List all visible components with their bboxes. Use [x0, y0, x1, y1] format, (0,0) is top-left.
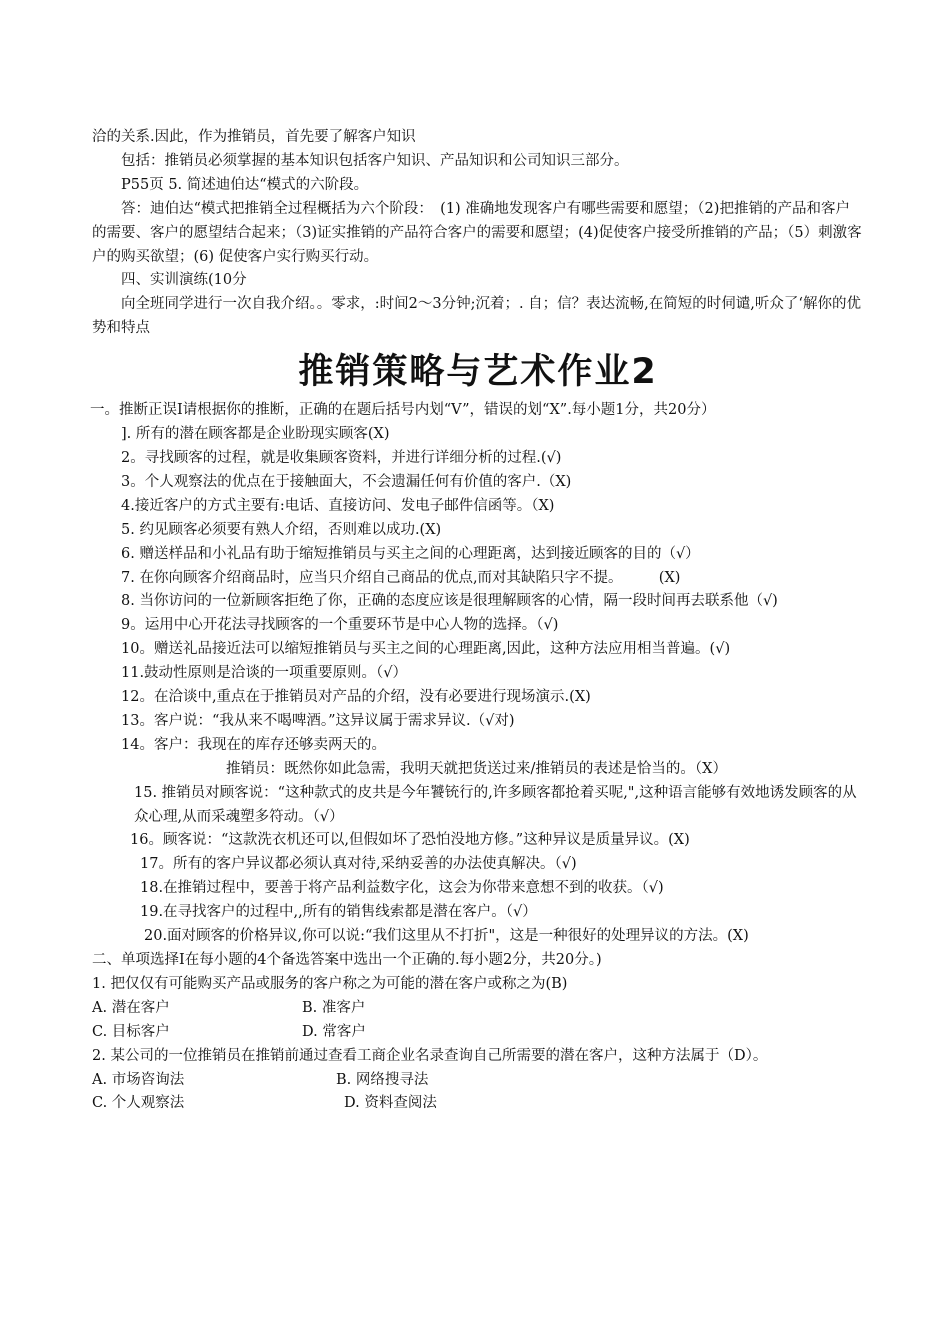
list-item: 3。个人观察法的优点在于接触面大，不会遗漏任何有价值的客户.（X) — [121, 473, 572, 490]
option-row — [92, 997, 864, 1021]
list-item: 13。客户说：“我从来不喝啤酒。”这异议属于需求异议.（√对) — [121, 712, 515, 729]
list-item: 9。运用中心开花法寻找顾客的一个重要环节是中心人物的选择。（√) — [121, 617, 559, 634]
list-item: 4.接近客户的方式主要有:电话、直接访问、发电子邮件信函等。（X) — [121, 497, 555, 514]
list-item: 8. 当你访问的一位新顾客拒绝了你，正确的态度应该是很理解顾客的心情，隔一段时间再去联系他（√) — [121, 593, 778, 610]
option-row — [92, 1069, 864, 1093]
list-item: 7. 在你向顾客介绍商品时，应当只介绍自己商品的优点,而对其缺陷只字不提。 (X) — [121, 569, 681, 586]
list-item: 18.在推销过程中，要善于将产品利益数字化，这会为你带来意想不到的收获。（√) — [140, 880, 664, 897]
answer-paragraph: 答：迪伯达“模式把推销全过程概括为六个阶段： (1) 准确地发现客户有哪些需要和愿望；（2)把推销的产品和客户的需要、客户的愿望结合起来；（3)证实推销的产品符合客户的需要和愿望；(4)促使客户接受所推销的产品；（5）刺激客户的购买欲望；(6) 促使客户实行购买行动。 — [92, 200, 862, 265]
list-item: 14。客户：我现在的库存还够卖两天的。 — [121, 736, 386, 753]
list-item: 11.鼓动性原则是洽谈的一项重要原则。（√） — [121, 665, 408, 682]
text-line: P55页 5. 简述迪伯达“模式的六阶段。 — [121, 176, 369, 193]
list-item: 10。赠送礼品接近法可以缩短推销员与买主之间的心理距离,因此，这种方法应用相当普遍。(√) — [121, 641, 731, 658]
option-b: B. 网络搜寻法 — [336, 1071, 429, 1088]
list-item: 2。寻找顾客的过程，就是收集顾客资料，并进行详细分析的过程.(√) — [121, 449, 562, 466]
section-heading: 四、实训演练(10分 — [121, 272, 247, 289]
text-line: 洽的关系.因此，作为推销员，首先要了解客户知识 — [92, 129, 416, 145]
option-c: C. 个人观察法 — [92, 1095, 185, 1112]
option-a: A. 市场咨询法 — [92, 1071, 185, 1088]
text-line: 包括：推销员必须掌握的基本知识包括客户知识、产品知识和公司知识三部分。 — [121, 152, 629, 169]
list-item: 12。在洽谈中,重点在于推销员对产品的介绍，没有必要进行现场演示.(X) — [121, 689, 591, 706]
option-c: C. 目标客户 — [92, 1023, 170, 1040]
list-item: 推销员：既然你如此急需，我明天就把货送过来/推销员的表述是恰当的。（X） — [226, 760, 727, 777]
document-page — [92, 126, 864, 1116]
option-d: D. 常客户 — [302, 1023, 366, 1040]
option-b: B. 准客户 — [302, 999, 366, 1016]
option-row — [92, 1021, 864, 1045]
question-text: 2. 某公司的一位推销员在推销前通过查看工商企业名录查询自己所需要的潜在客户，这种方法属于（D）。 — [92, 1047, 768, 1064]
list-item: 15. 推销员对顾客说：“这种款式的皮共是今年饕铳行的,许多顾客都抢着买呢,",这种语言能够有效地诱发顾客的从众心理,从而采魂塑多符动。（√） — [134, 784, 857, 825]
section-header: 一。推断正误I请根据你的推断，正确的在题后括号内划“V”，错误的划“X”.每小题1分，共20分） — [90, 402, 716, 419]
section-header: 二、单项选择I在每小题的4个备选答案中选出一个正确的.每小题2分，共20分。) — [92, 952, 602, 968]
list-item: 19.在寻找客户的过程中,,所有的销售线索都是潜在客户。（√） — [140, 904, 537, 921]
option-row — [92, 1092, 864, 1116]
page-title: 推销策略与艺术作业2 — [298, 352, 658, 393]
text-paragraph: 向全班同学进行一次自我介绍。。零求，:时间2〜3分钟;沉着；. 自；信？表达流畅,在简短的时伺谴,听众了‘解你的优势和特点 — [92, 296, 862, 337]
list-item: 5. 约见顾客必须要有熟人介绍，否则难以成功.(X) — [121, 521, 442, 538]
option-d: D. 资料查阅法 — [344, 1095, 437, 1112]
question-text: 1. 把仅仅有可能购买产品或服务的客户称之为可能的潜在客户或称之为(B) — [92, 975, 568, 992]
list-item: 16。顾客说：“这款洗衣机还可以,但假如坏了恐怕没地方修。”这种异议是质量异议。(X) — [130, 832, 690, 849]
list-item: ]. 所有的潜在顾客都是企业盼现实顾客(X) — [121, 426, 390, 443]
list-item: 6. 赠送样品和小礼品有助于缩短推销员与买主之间的心理距离，达到接近顾客的目的（√） — [121, 545, 700, 562]
option-a: A. 潜在客户 — [92, 999, 170, 1016]
list-item: 20.面对顾客的价格异议,你可以说:“我们这里从不打折"，这是一种很好的处理异议的方法。(X) — [144, 928, 749, 945]
list-item: 17。所有的客户异议都必须认真对待,采纳妥善的办法使真解决。（√) — [140, 856, 577, 873]
